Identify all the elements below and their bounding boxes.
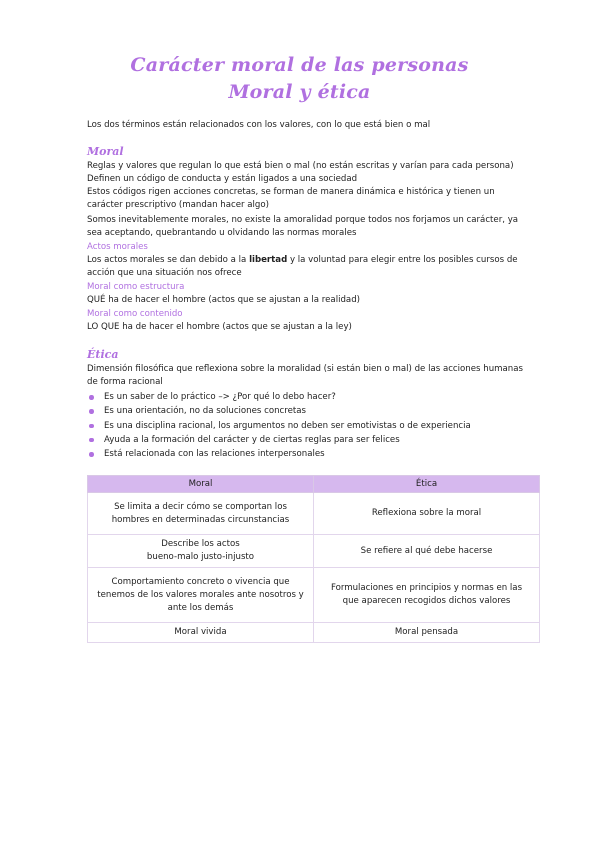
table-row xyxy=(88,568,540,623)
table-header-row xyxy=(88,476,540,493)
moral-heading: Moral xyxy=(87,145,124,158)
etica-definition: Dimensión filosófica que reflexiona sobre la moralidad (si están bien o mal) de las acciones humanas de forma racional xyxy=(87,364,523,387)
table-cell: Moral vivida xyxy=(88,623,314,643)
etica-bullet: Es una disciplina racional, los argumentos no deben ser emotivistas o de experiencia xyxy=(87,419,517,433)
etica-heading: Ética xyxy=(87,348,119,361)
moral-contenido-heading: Moral como contenido xyxy=(87,309,183,319)
actos-morales-heading: Actos morales xyxy=(87,242,148,252)
comparison-table xyxy=(87,475,540,643)
etica-bullet: Ayuda a la formación del carácter y de ciertas reglas para ser felices xyxy=(87,433,517,447)
etica-bullet: Es una orientación, no da soluciones concretas xyxy=(87,404,517,418)
etica-bullet-list xyxy=(87,390,517,461)
moral-paragraph-2: Estos códigos rigen acciones concretas, se forman de manera dinámica e histórica y tienen un carácter prescriptivo (mandan hacer algo) xyxy=(87,187,495,210)
actos-text-before: Los actos morales se dan debido a la xyxy=(87,255,250,265)
table-cell: Se limita a decir cómo se comportan los hombres en determinadas circunstancias xyxy=(88,493,314,535)
table-cell: Moral pensada xyxy=(314,623,540,643)
table-row xyxy=(88,535,540,568)
actos-bold-libertad: libertad xyxy=(249,255,288,265)
intro-paragraph: Los dos términos están relacionados con los valores, con lo que está bien o mal xyxy=(87,120,431,130)
etica-bullet: Está relacionada con las relaciones interpersonales xyxy=(87,447,517,461)
actos-text-after: y la voluntad para elegir entre los posibles cursos de acción que una situación nos ofrece xyxy=(87,255,518,278)
table-row xyxy=(88,493,540,535)
table-cell: Comportamiento concreto o vivencia que tenemos de los valores morales ante nosotros y ante los demás xyxy=(88,568,314,623)
etica-bullet: Es un saber de lo práctico –> ¿Por qué lo debo hacer? xyxy=(87,390,517,404)
moral-estructura-text: QUÉ ha de hacer el hombre (actos que se ajustan a la realidad) xyxy=(87,295,360,305)
table-header-etica: Ética xyxy=(314,476,540,493)
moral-contenido-text: LO QUE ha de hacer el hombre (actos que se ajustan a la ley) xyxy=(87,322,352,332)
table-cell: Formulaciones en principios y normas en las que aparecen recogidos dichos valores xyxy=(314,568,540,623)
table-row xyxy=(88,623,540,643)
moral-estructura-heading: Moral como estructura xyxy=(87,282,185,292)
moral-paragraph-3: Somos inevitablemente morales, no existe la amoralidad porque todos nos forjamos un carácter, ya sea aceptando, quebrantando u olvidando las normas morales xyxy=(87,215,519,238)
document-title: Carácter moral de las personas xyxy=(130,54,469,76)
moral-paragraph-1: Reglas y valores que regulan lo que está bien o mal (no están escritas y varían para cada persona) Definen un código de conducta y están ligados a una sociedad xyxy=(87,161,514,184)
document-subtitle: Moral y ética xyxy=(228,81,371,103)
actos-morales-paragraph xyxy=(87,254,527,280)
table-header-moral: Moral xyxy=(88,476,314,493)
table-cell: Reflexiona sobre la moral xyxy=(314,493,540,535)
table-cell: Se refiere al qué debe hacerse xyxy=(314,535,540,568)
table-cell: Describe los actos bueno-malo justo-injusto xyxy=(88,535,314,568)
